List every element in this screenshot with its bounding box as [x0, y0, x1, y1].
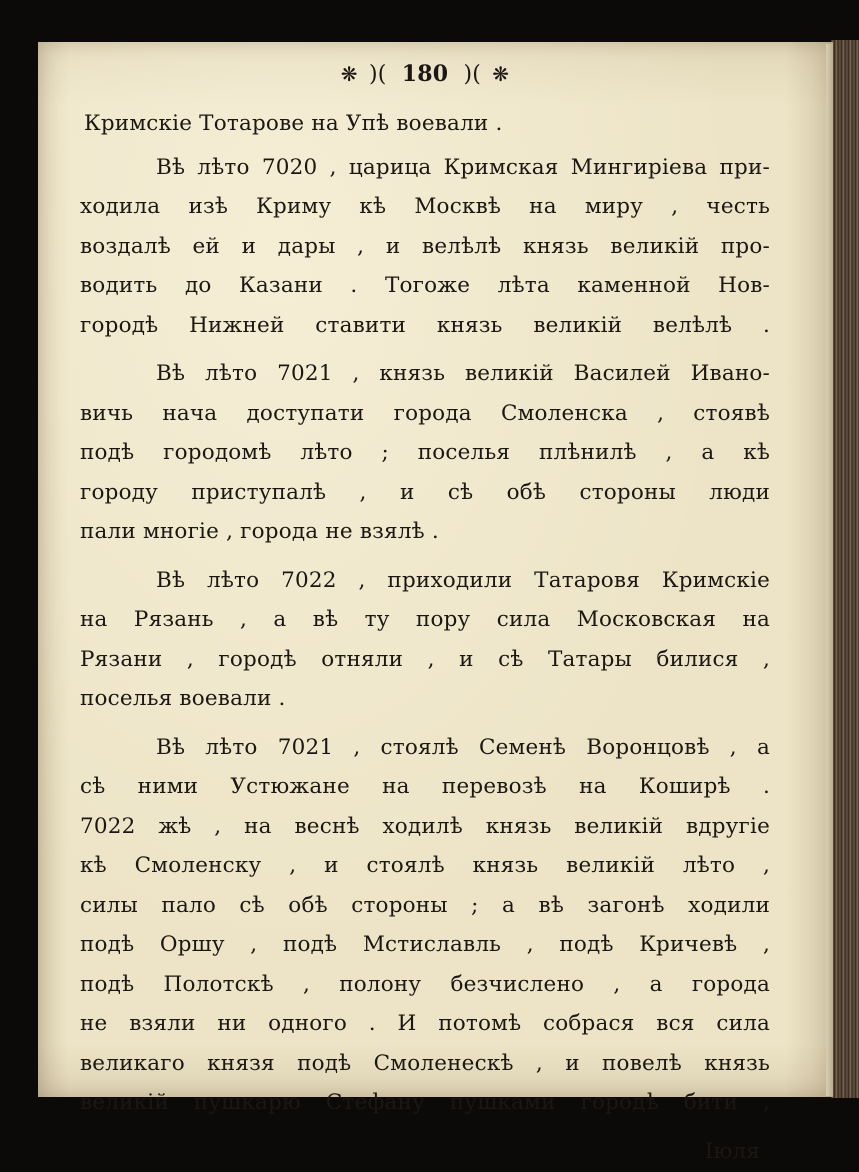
- text-line: Вѣ лѣто 7020 , царица Кримская Мингирiева при-: [156, 154, 770, 180]
- page-fore-edge: [826, 44, 833, 1096]
- header-separator-right: )(: [463, 62, 482, 87]
- text-line: водить до Казани . Тогоже лѣта каменной Нов-: [80, 273, 770, 298]
- text-line: великiй пушкарю Стефану пушками городѣ бити ,: [80, 1090, 770, 1115]
- text-line: подѣ Оршу , подѣ Мстиславль , подѣ Кричевѣ ,: [80, 932, 770, 957]
- text-line: Вѣ лѣто 7021 , стоялѣ Семенѣ Воронцовѣ , а: [156, 734, 770, 760]
- text-line: Вѣ лѣто 7021 , князь великiй Василей Ивано-: [156, 361, 770, 386]
- text-line: подѣ городомѣ лѣто ; поселья плѣнилѣ , а кѣ: [80, 440, 770, 465]
- paragraph-4: [80, 561, 770, 719]
- text-line: силы пало сѣ обѣ стороны ; а вѣ загонѣ ходили: [80, 892, 770, 918]
- text-line: на Рязань , а вѣ ту пору сила Московская на: [80, 607, 770, 632]
- paragraph-5: [80, 728, 770, 1123]
- page-text: [80, 54, 770, 1172]
- paragraph-2: [80, 148, 770, 346]
- text-line: Кримскiе Тотарове на Упѣ воевали .: [84, 111, 503, 136]
- text-line: городу приступалѣ , и сѣ обѣ стороны люди: [80, 479, 770, 505]
- page-header: [80, 54, 770, 94]
- ornament-left-icon: ❋: [340, 62, 358, 86]
- paragraph-1: [80, 104, 770, 144]
- page-number: 180: [401, 61, 449, 87]
- text-line: поселья воевали .: [80, 686, 286, 711]
- catchword: Iюля: [704, 1138, 760, 1164]
- text-line: вичь нача доступати города Смоленска , стоявѣ: [80, 400, 770, 426]
- text-line: Вѣ лѣто 7022 , приходили Татаровя Кримскiе: [156, 567, 770, 593]
- text-line: ходила изѣ Криму кѣ Москвѣ на миру , честь: [80, 194, 770, 219]
- text-line: подѣ Полотскѣ , полону безчислено , а города: [80, 971, 770, 997]
- book-edge: [831, 40, 859, 1098]
- text-line: не взяли ни одного . И потомѣ собрася вся сила: [80, 1011, 770, 1036]
- ornament-right-icon: ❋: [492, 62, 510, 86]
- text-line: городѣ Нижней ставити князь великiй велѣлѣ .: [80, 312, 770, 338]
- text-line: 7022 жѣ , на веснѣ ходилѣ князь великiй вдругiе: [80, 813, 770, 839]
- text-line: сѣ ними Устюжане на перевозѣ на Коширѣ .: [80, 774, 770, 799]
- text-line: кѣ Смоленску , и стоялѣ князь великiй лѣто ,: [80, 853, 770, 878]
- text-line: воздалѣ ей и дары , и велѣлѣ князь великiй про-: [80, 233, 770, 259]
- text-line: пали многiе , города не взялѣ .: [80, 519, 439, 544]
- paragraph-3: [80, 354, 770, 552]
- text-line: Рязани , городѣ отняли , и сѣ Татары билися ,: [80, 646, 770, 672]
- header-separator-left: )(: [368, 62, 387, 87]
- text-line: великаго князя подѣ Смоленескѣ , и повелѣ князь: [80, 1050, 770, 1076]
